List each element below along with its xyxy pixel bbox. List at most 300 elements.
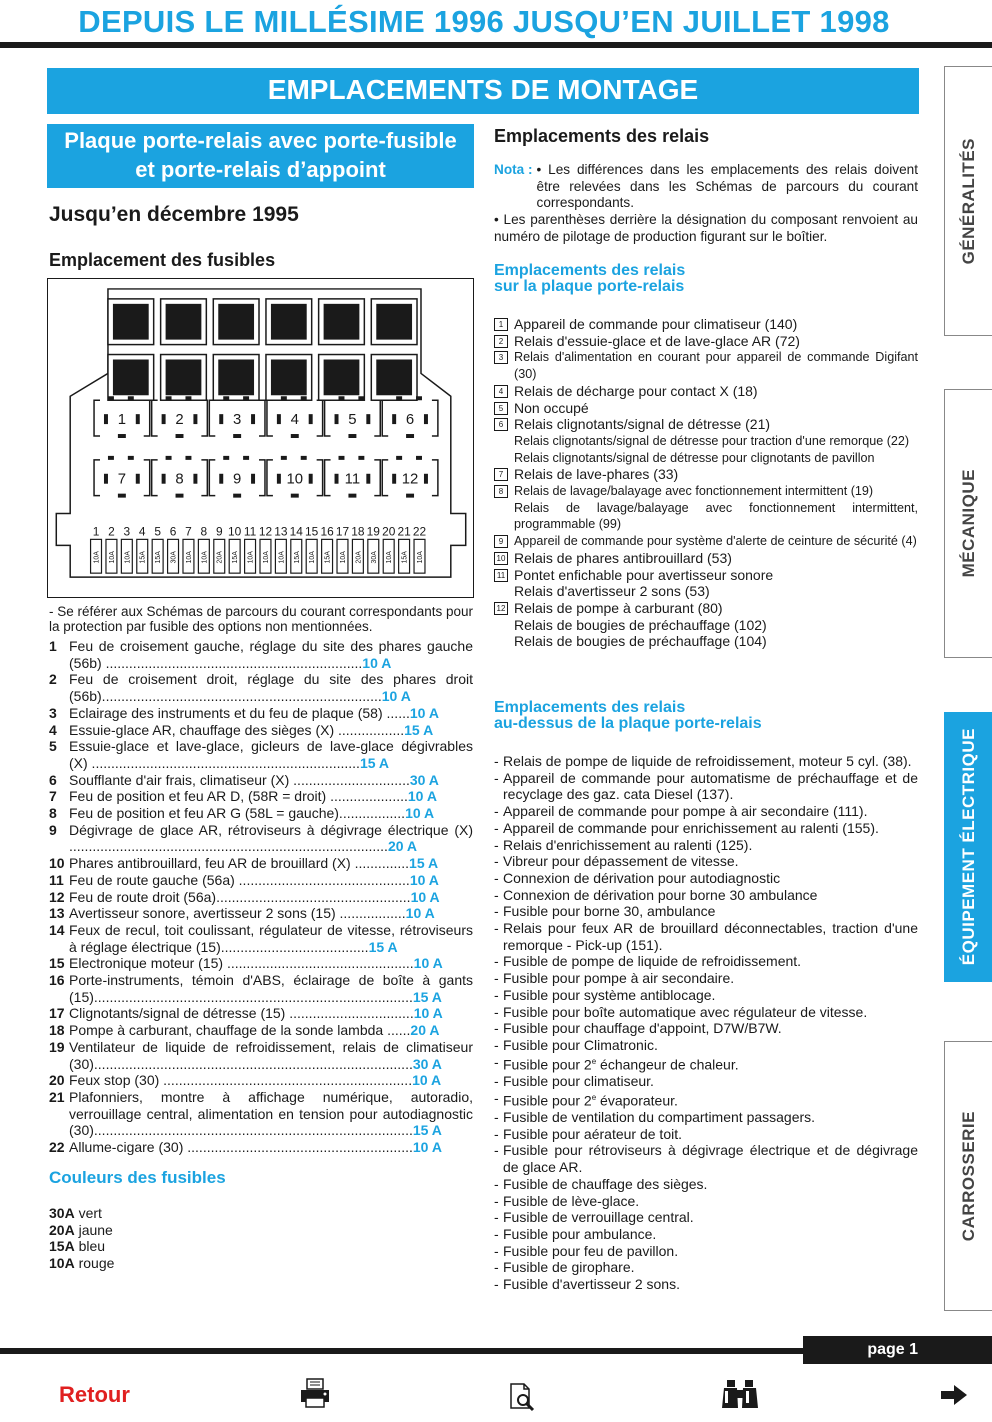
fuse-text: Feux stop (30) ................................................................ — [69, 1072, 413, 1089]
relay-pin — [166, 396, 172, 400]
above-description: Appareil de commande pour pompe à air secondaire (111). — [503, 803, 868, 820]
fuse-amperage: 10 A — [381, 688, 411, 705]
fuse-item — [49, 889, 473, 906]
plate-relay-heading-line-2: sur la plaque porte-relais — [494, 278, 685, 295]
fuse-item — [49, 772, 473, 789]
relay-pin — [251, 414, 255, 424]
fuse-number: 10 — [49, 855, 65, 872]
fuse-text: Electronique moteur (15) ................................................ — [69, 955, 414, 972]
fuse-description — [69, 1089, 473, 1139]
plate-relay-heading — [494, 263, 685, 295]
fuse-text: Eclairage des instruments et du feu de plaque (58) ...... — [69, 704, 410, 721]
relay-pin — [424, 414, 428, 424]
relay-pin — [104, 474, 108, 484]
relay-pin — [348, 434, 356, 438]
fuse-number: 6 — [49, 771, 57, 788]
fuse-number: 17 — [49, 1005, 65, 1022]
fuse-description — [69, 772, 473, 789]
above-item — [494, 820, 918, 837]
list-dash: - — [494, 769, 499, 786]
relay-pin — [291, 434, 299, 438]
above-description: Appareil de commande pour enrichissement au ralenti (155). — [503, 819, 879, 836]
nota-label: Nota : — [494, 162, 533, 177]
relay-socket-block — [324, 359, 360, 395]
relay-description: Pontet enfichable pour avertisseur sonore — [514, 566, 774, 583]
fuse-position-number: 16 — [320, 524, 334, 539]
fuse-color-name: rouge — [78, 1255, 115, 1272]
fuse-text: Feu de route droit (56a).................................................. — [69, 888, 411, 905]
above-description: Connexion de dérivation pour autodiagnostic — [503, 869, 781, 886]
fuse-item — [49, 972, 473, 1005]
relay-pin — [243, 456, 249, 460]
list-dash: - — [494, 853, 499, 870]
above-plate-heading — [494, 700, 762, 732]
fuse-description — [69, 822, 473, 855]
arrow-right-icon[interactable] — [940, 1384, 968, 1406]
fuse-item — [49, 905, 473, 922]
fuse-amperage: 10 A — [362, 654, 392, 671]
relay-item — [494, 600, 918, 617]
relay-pin — [108, 396, 114, 400]
relay-description: Relais de lave-phares (33) — [514, 466, 679, 483]
relay-pin — [358, 456, 364, 460]
fuse-position-number: 21 — [397, 524, 411, 539]
relay-pin — [335, 474, 339, 484]
fuse-amperage: 15 A — [368, 938, 398, 955]
fuse-position-number: 19 — [366, 524, 380, 539]
above-description: Fusible pour 2e échangeur de chaleur. — [503, 1056, 739, 1073]
fuse-color-amp: 20A — [49, 1221, 75, 1238]
fuse-color-amp: 30A — [49, 1205, 75, 1221]
sub-banner — [47, 124, 474, 188]
list-dash: - — [494, 970, 499, 987]
relay-number-box: 11 — [494, 569, 508, 582]
list-dash: - — [494, 1192, 499, 1209]
relay-list — [494, 316, 918, 650]
fuse-item — [49, 1039, 473, 1072]
relay-number-box: 7 — [494, 468, 508, 481]
list-dash: - — [494, 1209, 499, 1226]
tab-generalites[interactable] — [944, 66, 992, 336]
fuse-amperage: 10 A — [412, 1139, 442, 1156]
relay-socket-block — [218, 359, 254, 395]
above-description: Fusible pour boîte automatique avec régulateur de vitesse. — [503, 1003, 868, 1020]
binoculars-icon[interactable] — [721, 1378, 759, 1410]
relay-number-box: 1 — [494, 318, 508, 331]
fuse-text: Feu de position et feu AR G (58L = gauche)................. — [69, 805, 406, 822]
relay-number-box: 9 — [494, 535, 508, 548]
above-item — [494, 920, 918, 953]
fuse-item — [49, 1089, 473, 1139]
fuse-description — [69, 855, 473, 872]
tab-carrosserie[interactable] — [944, 1041, 992, 1311]
fuse-amp-label: 10A — [309, 551, 317, 564]
fuse-amperage: 20 A — [387, 838, 418, 855]
fuse-item — [49, 922, 473, 955]
list-dash: - — [494, 920, 499, 937]
fuse-position-number: 18 — [351, 524, 365, 539]
above-plate-heading-line-2: au-dessus de la plaque porte-relais — [494, 715, 762, 732]
fuse-text: Feu de position et feu AR D, (58R = droit) .................... — [69, 788, 408, 805]
fuse-item — [49, 1139, 473, 1156]
relay-number-box: 12 — [494, 602, 508, 615]
relay-pin — [277, 414, 281, 424]
fuse-amperage: 20 A — [410, 1022, 440, 1039]
fuse-text: Essuie-glace AR, chauffage des sièges (X) ................. — [69, 721, 405, 738]
relay-pin — [162, 414, 166, 424]
tab-equipement-electrique-label: ÉQUIPEMENT ÉLECTRIQUE — [959, 728, 978, 966]
fuse-number: 8 — [49, 805, 57, 822]
fuse-position-number: 1 — [92, 524, 100, 539]
plate-relay-heading-line-1: Emplacements des relais — [494, 262, 686, 279]
fuse-item — [49, 705, 473, 722]
fuse-position-number: 14 — [289, 524, 303, 539]
above-description: Fusible pour aérateur de toit. — [503, 1125, 682, 1142]
relay-pin — [392, 474, 396, 484]
relay-pin — [233, 494, 241, 498]
relay-pin — [392, 414, 396, 424]
fuse-position-number: 20 — [382, 524, 396, 539]
relay-pin — [301, 396, 307, 400]
retour-link[interactable]: Retour — [59, 1382, 130, 1407]
fuse-amp-label: 10A — [108, 551, 116, 564]
relay-pin — [309, 474, 313, 484]
fuse-number: 15 — [49, 955, 65, 972]
fuse-position-number: 2 — [108, 524, 115, 539]
fuse-amperage: 10 A — [405, 805, 435, 822]
section-banner: EMPLACEMENTS DE MONTAGE — [47, 68, 919, 114]
relay-item — [494, 433, 918, 450]
relay-description: Relais d'essuie-glace et de lave-glace AR (72) — [514, 332, 800, 349]
fuse-amperage: 15 A — [412, 1122, 442, 1139]
fuse-position-number: 15 — [305, 524, 319, 539]
relay-position-number: 10 — [286, 471, 304, 488]
page-number: page 1 — [803, 1336, 992, 1364]
fuse-text: Avertisseur sonore, avertisseur 2 sons (15) ................. — [69, 905, 406, 922]
above-description: Fusible pour rétroviseurs à dégivrage électrique et de dégivrage de glace AR. — [503, 1142, 918, 1176]
relay-pin — [416, 456, 422, 460]
list-dash: - — [494, 1259, 499, 1276]
fuse-item — [49, 788, 473, 805]
fuse-number: 2 — [49, 671, 57, 688]
fuse-position-number: 3 — [123, 524, 131, 539]
fuse-text: Clignotants/signal de détresse (15) ................................ — [69, 1005, 414, 1022]
relay-socket-block — [376, 359, 412, 395]
fuse-description — [69, 671, 473, 704]
relay-socket-block — [271, 304, 307, 340]
relay-pin — [118, 494, 126, 498]
fuse-item — [49, 1005, 473, 1022]
fuse-item — [49, 671, 473, 704]
relay-description: Relais de phares antibrouillard (53) — [514, 549, 732, 566]
above-description: Fusible pour feu de pavillon. — [503, 1242, 679, 1259]
fuse-position-number: 12 — [258, 524, 273, 539]
relay-pin — [233, 434, 241, 438]
relay-description: Relais clignotants/signal de détresse (21) — [514, 416, 771, 433]
relay-number-box: 6 — [494, 418, 508, 431]
fuse-text: Essuie-glace et lave-glace, gicleurs de lave-glace dégivrables (X) ..................................................................... — [69, 738, 473, 771]
relay-description: Appareil de commande pour climatiseur (140) — [514, 316, 798, 332]
fuse-amp-label: 15A — [293, 551, 301, 564]
fuse-number: 12 — [49, 888, 65, 905]
relay-description: Relais de bougies de préchauffage (102) — [514, 616, 767, 633]
fuse-number: 14 — [49, 921, 65, 938]
fuse-amp-label: 10A — [201, 551, 209, 564]
relay-pin — [348, 494, 356, 498]
relay-description: Relais de bougies de préchauffage (104) — [514, 633, 767, 650]
tab-mecanique-label: MÉCANIQUE — [959, 469, 978, 578]
list-dash: - — [494, 1242, 499, 1259]
list-dash: - — [494, 836, 499, 853]
relay-item — [494, 316, 918, 333]
fuse-color-amp: 15A — [49, 1238, 75, 1255]
fuse-text: Ventilateur de liquide de refroidissement, relais de climatiseur (30).................................................................................. — [69, 1038, 473, 1072]
relay-position-number: 9 — [232, 471, 242, 488]
above-plate-heading-line-1: Emplacements des relais — [494, 699, 686, 716]
relay-pin — [243, 396, 249, 400]
above-description: Fusible pour climatiseur. — [503, 1073, 654, 1090]
relay-description: Relais d'alimentation en courant pour appareil de commande Digifant (30) — [514, 350, 918, 382]
above-description: Relais d'enrichissement au ralenti (125). — [503, 836, 753, 853]
relay-description: Relais de lavage/balayage avec fonctionnement intermittent, programmable (99) — [514, 500, 918, 532]
relay-pin — [118, 434, 126, 438]
relay-socket-block — [218, 304, 254, 340]
fuse-amperage: 10 A — [413, 1005, 443, 1022]
relay-item — [494, 483, 918, 500]
relay-position-number: 6 — [405, 412, 415, 429]
above-description: Fusible de ventilation du compartiment passagers. — [503, 1109, 816, 1126]
fuse-description — [69, 638, 473, 671]
above-description: Fusible pour pompe à air secondaire. — [503, 970, 735, 987]
relay-position-number: 5 — [348, 412, 357, 429]
fuse-position-number: 9 — [215, 524, 223, 539]
fuse-description — [69, 905, 473, 922]
above-description: Fusible de verrouillage central. — [503, 1209, 694, 1226]
list-dash: - — [494, 1226, 499, 1242]
relay-socket-block — [113, 304, 149, 340]
fuse-amperage: 15 A — [412, 988, 442, 1005]
fuse-amperage: 10 A — [407, 788, 437, 805]
fuse-color-item — [49, 1222, 114, 1239]
fuse-text: Feux de recul, toit coulissant, régulateur de vitesse, rétroviseurs à réglage électrique (15)...................................... — [69, 921, 473, 955]
sub-banner-line-1: Plaque porte-relais avec porte-fusible — [64, 128, 457, 153]
fuse-item — [49, 855, 473, 872]
fuse-item — [49, 1022, 473, 1039]
relay-description: Relais clignotants/signal de détresse pour clignotants de pavillon — [514, 450, 875, 465]
fuse-number: 7 — [49, 788, 57, 805]
relay-description: Appareil de commande pour système d'alerte de ceinture de sécurité (4) — [514, 534, 917, 549]
relay-description: Relais de lavage/balayage avec fonctionnement intermittent (19) — [514, 484, 874, 499]
above-item — [494, 1073, 918, 1090]
fuse-amp-label: 10A — [124, 551, 132, 564]
above-description: Appareil de commande pour automatisme de préchauffage et de recyclage des gaz. cata Diesel (137). — [503, 769, 918, 803]
above-item — [494, 1176, 918, 1193]
relay-position-number: 7 — [117, 471, 127, 488]
relay-pin — [176, 434, 184, 438]
relay-description: Relais de pompe à carburant (80) — [514, 599, 723, 616]
fuse-description — [69, 1039, 473, 1072]
above-description: Fusible pour système antiblocage. — [503, 986, 716, 1003]
fuse-amp-label: 10A — [247, 551, 255, 564]
fuse-amp-label: 10A — [339, 551, 347, 564]
list-dash: - — [494, 1053, 499, 1070]
relay-pin — [366, 474, 370, 484]
fuse-number: 11 — [49, 871, 64, 888]
document-title: DEPUIS LE MILLÉSIME 1996 JUSQU’EN JUILLET 1998 — [78, 4, 890, 39]
relay-pin — [193, 474, 197, 484]
tab-mecanique[interactable] — [944, 389, 992, 658]
relay-description: Relais d'avertisseur 2 sons (53) — [514, 583, 710, 600]
relay-item — [494, 333, 918, 350]
tab-equipement-electrique[interactable] — [944, 712, 992, 982]
relay-pin — [406, 434, 414, 438]
fuse-amp-label: 10A — [416, 551, 424, 564]
list-dash: - — [494, 1142, 499, 1159]
relay-item — [494, 533, 918, 550]
tab-generalites-label: GÉNÉRALITÉS — [959, 137, 978, 265]
fuse-item — [49, 822, 473, 855]
fuse-description — [69, 805, 473, 822]
list-dash: - — [494, 1109, 499, 1126]
fuse-color-item — [49, 1238, 114, 1255]
fuse-number: 20 — [49, 1072, 65, 1089]
relay-pin — [219, 414, 223, 424]
above-description: Fusible pour 2e évaporateur. — [503, 1092, 678, 1109]
above-description: Fusible d'avertisseur 2 sons. — [503, 1276, 680, 1293]
relay-number-box: 3 — [494, 351, 508, 364]
above-item — [494, 803, 918, 820]
above-item — [494, 1259, 918, 1276]
nota-1: • Les différences dans les emplacements des relais doivent être relevées dans les Schémas de parcours du courant correspondants. — [536, 162, 918, 211]
relay-pin — [251, 474, 255, 484]
fuse-amperage: 10 A — [410, 888, 440, 905]
relay-position-number: 12 — [401, 471, 419, 488]
above-description: Fusible de girophare. — [503, 1259, 635, 1276]
relay-position-number: 4 — [290, 412, 299, 429]
relay-item — [494, 450, 918, 467]
relay-item — [494, 583, 918, 600]
relay-pin — [424, 474, 428, 484]
above-item — [494, 1126, 918, 1143]
fuse-color-name: bleu — [78, 1238, 106, 1255]
fuse-description — [69, 788, 473, 805]
fuse-item — [49, 955, 473, 972]
relay-pin — [406, 494, 414, 498]
fuse-text: Plafonniers, montre à affichage numérique, autoradio, verrouillage central, alimentation en tension pour autodiagnostic (30).................................................................................. — [69, 1088, 473, 1139]
fuse-colors-list — [49, 1205, 114, 1272]
relay-pin — [104, 414, 108, 424]
fuse-number: 19 — [49, 1038, 65, 1055]
relay-description: Relais clignotants/signal de détresse pour traction d'une remorque (22) — [514, 433, 910, 448]
fuse-number: 22 — [49, 1139, 65, 1156]
fuse-text: Pompe à carburant, chauffage de la sonde lambda ...... — [69, 1022, 411, 1039]
nota-2: • Les parenthèses derrière la désignation du composant renvoient au numéro de pilotage de production figurant sur le boîtier. — [494, 212, 918, 244]
fuse-colors-heading: Couleurs des fusibles — [49, 1168, 226, 1187]
list-dash: - — [494, 903, 499, 920]
fuse-amp-label: 10A — [278, 551, 286, 564]
fuse-item — [49, 638, 473, 671]
nota — [494, 162, 918, 246]
fuse-color-name: jaune — [78, 1221, 113, 1238]
list-dash: - — [494, 1125, 499, 1142]
printer-icon[interactable] — [299, 1378, 331, 1408]
above-item — [494, 1109, 918, 1126]
fuse-amperage: 30 A — [412, 1055, 442, 1072]
relay-pin — [277, 474, 281, 484]
above-item — [494, 1276, 918, 1293]
fuse-amp-label: 15A — [139, 551, 147, 564]
relay-item — [494, 500, 918, 533]
above-description: Fusible pour borne 30, ambulance — [503, 903, 716, 920]
above-item — [494, 1193, 918, 1210]
relay-pin — [176, 494, 184, 498]
fuse-list — [49, 638, 473, 1156]
above-item — [494, 753, 918, 770]
relay-pin — [136, 474, 140, 484]
relay-heading: Emplacements des relais — [494, 126, 710, 146]
relay-pin — [281, 396, 287, 400]
relay-pin — [335, 414, 339, 424]
fuse-position-number: 7 — [185, 524, 192, 539]
fuse-position-number: 17 — [335, 524, 350, 539]
relay-pin — [339, 456, 345, 460]
fuse-item — [49, 872, 473, 889]
above-item — [494, 970, 918, 987]
relay-pin — [339, 396, 345, 400]
zoom-page-icon[interactable] — [508, 1382, 538, 1412]
relay-socket-block — [166, 359, 202, 395]
list-dash: - — [494, 1073, 499, 1090]
relay-pin — [416, 396, 422, 400]
fuse-position-number: 5 — [154, 524, 161, 539]
relay-pin — [185, 396, 191, 400]
relay-socket-block — [113, 359, 149, 395]
list-dash: - — [494, 803, 499, 820]
relay-pin — [162, 474, 166, 484]
fuse-position-number: 22 — [412, 524, 427, 539]
above-item — [494, 1243, 918, 1260]
fuse-color-name: vert — [78, 1205, 102, 1221]
above-description: Connexion de dérivation pour borne 30 ambulance — [503, 886, 818, 903]
sub-banner-line-2: et porte-relais d’appoint — [135, 157, 386, 182]
fuse-description — [69, 1005, 473, 1022]
above-item — [494, 870, 918, 887]
fuse-amperage: 30 A — [409, 771, 439, 788]
fuse-text: Feu de croisement droit, réglage du site des phares droit (56b)........................................................................ — [69, 671, 473, 705]
fuse-description — [69, 972, 473, 1005]
fuse-color-amp: 10A — [49, 1255, 75, 1272]
relay-pin — [128, 456, 134, 460]
fuse-color-item — [49, 1255, 114, 1272]
list-dash: - — [494, 1276, 499, 1293]
above-item — [494, 1020, 918, 1037]
fuse-description — [69, 722, 473, 739]
fuse-number: 9 — [49, 821, 57, 838]
relay-pin — [358, 396, 364, 400]
fuse-number: 13 — [49, 905, 65, 922]
above-plate-list — [494, 753, 918, 1293]
fuse-number: 3 — [49, 704, 57, 721]
relay-item — [494, 416, 918, 433]
relay-number-box: 4 — [494, 385, 508, 398]
relay-position-number: 1 — [117, 412, 127, 429]
fuse-description — [69, 955, 473, 972]
fuse-description — [69, 889, 473, 906]
fuse-text: Feu de route gauche (56a) ............................................ — [69, 871, 410, 888]
fuse-text: Phares antibrouillard, feu AR de brouillard (X) .............. — [69, 855, 410, 872]
relay-position-number: 2 — [175, 412, 184, 429]
fuse-amp-label: 10A — [185, 551, 193, 564]
